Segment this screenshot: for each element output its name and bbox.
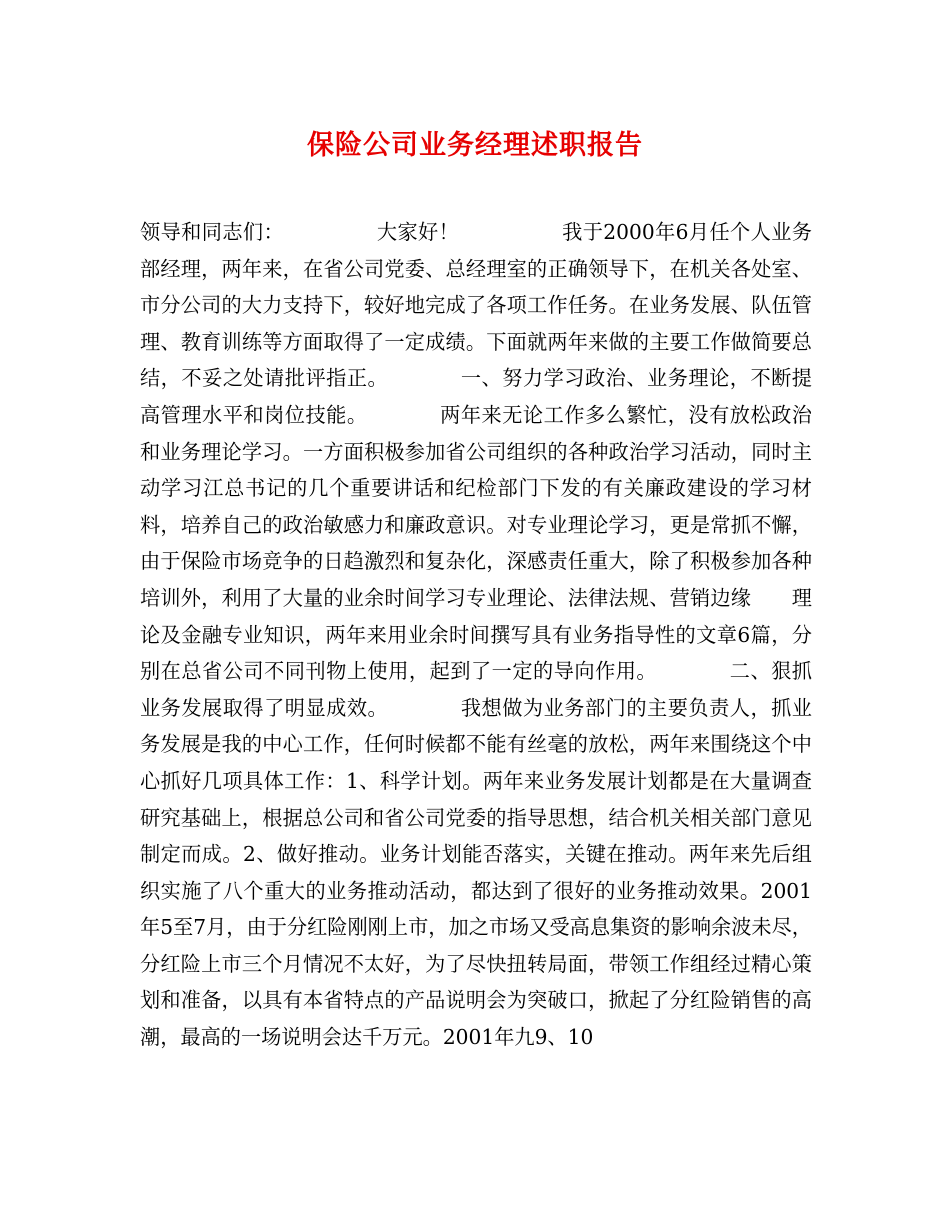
document-title: 保险公司业务经理述职报告 [307, 130, 643, 161]
document-body: 领导和同志们： 大家好！ 我于2000年6月任个人业务部经理，两年来，在省公司党委、总经理室的正确领导下，在机关各处室、市分公司的大力支持下，较好地完成了各项工作任务。在业务发展、队伍管理、教育训练等方面取得了一定成绩。下面就两年来做的主要工作做简要总结，不妥之处请批评指正。 一、努力学习政治、业务理论，不断提高管理水平和岗位技能。 两年来无论工作多么繁忙，没有放松政治和业务理论学习。一方面积极参加省公司组织的各种政治学习活动，同时主动学习江总书记的几个重要讲话和纪检部门下发的有关廉政建设的学习材料，培养自己的政治敏感力和廉政意识。对专业理论学习，更是常抓不懈，由于保险市场竞争的日趋激烈和复杂化，深感责任重大，除了积极参加各种培训外，利用了大量的业余时间学习专业理论、法律法规、营销边缘 理论及金融专业知识，两年来用业余时间撰写具有业务指导性的文章6篇，分别在总省公司不同刊物上使用，起到了一定的导向作用。 二、狠抓业务发展取得了明显成效。 我想做为业务部门的主要负责人，抓业务发展是我的中心工作，任何时候都不能有丝毫的放松，两年来围绕这个中心抓好几项具体工作：1、科学计划。两年来业务发展计划都是在大量调查研究基础上，根据总公司和省公司党委的指导思想，结合机关相关部门意见制定而成。2、做好推动。业务计划能否落实，关键在推动。两年来先后组织实施了八个重大的业务推动活动，都达到了很好的业务推动效果。2001年5至7月，由于分红险刚刚上市，加之市场又受高息集资的影响余波未尽，分红险上市三个月情况不太好，为了尽快扭转局面，带领工作组经过精心策划和准备，以具有本省特点的产品说明会为突破口，掀起了分红险销售的高潮，最高的一场说明会达千万元。2001年九9、10 [140, 220, 812, 1050]
